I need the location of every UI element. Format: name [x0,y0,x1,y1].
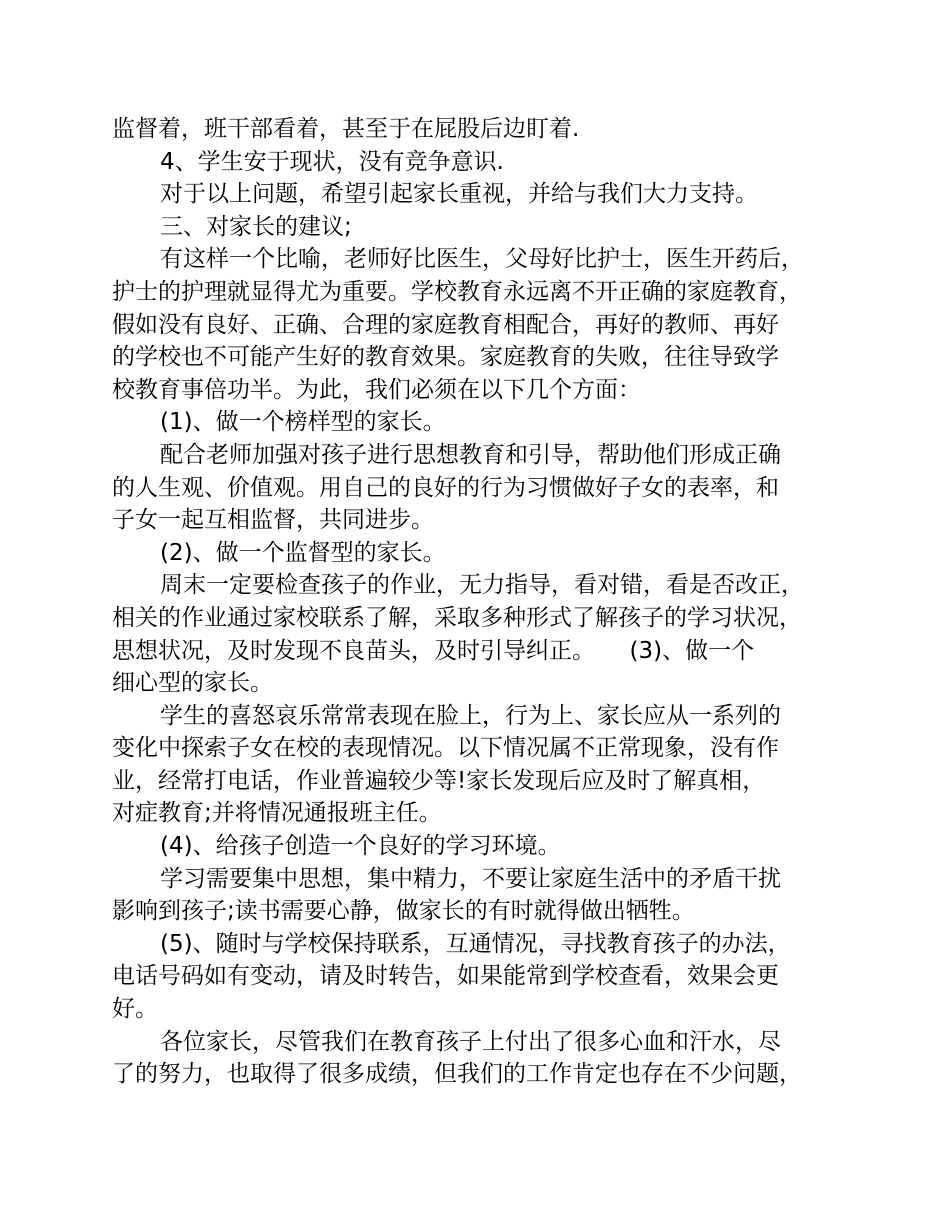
text-line: 电话号码如有变动，请及时转告，如果能常到学校查看，效果会更 [112,963,779,990]
text-line: 监督着，班干部看着，甚至于在屁股后边盯着. [112,116,580,142]
text-line: 三、对家长的建议; [160,213,352,240]
text-line: 好。 [112,996,158,1023]
text-line: (2)、做一个监督型的家长。 [160,539,446,566]
text-line: 有这样一个比喻，老师好比医生，父母好比护士，医生开药后， [160,246,804,273]
text-line: 周末一定要检查孩子的作业，无力指导，看对错，看是否改正， [160,572,804,599]
text-line: 的人生观、价值观。用自己的良好的行为习惯做好子女的表率，和 [112,474,779,501]
text-line: 对于以上问题，希望引起家长重视，并给与我们大力支持。 [160,181,758,208]
text-line: 学生的喜怒哀乐常常表现在脸上，行为上、家长应从一系列的 [160,702,781,729]
text-line: (4)、给孩子创造一个良好的学习环境。 [160,833,561,860]
text-line: (5)、随时与学校保持联系，互通情况，寻找教育孩子的办法， [160,930,791,957]
text-line: 影响到孩子;读书需要心静，做家长的有时就得做出牺牲。 [112,898,695,925]
text-line: 学习需要集中思想，集中精力，不要让家庭生活中的矛盾干扰 [160,865,781,892]
text-line: 假如没有良好、正确、合理的家庭教育相配合，再好的教师、再好 [112,311,779,338]
text-line: 相关的作业通过家校联系了解，采取多种形式了解孩子的学习状况， [112,604,802,631]
text-line: 细心型的家长。 [112,670,273,697]
text-line: 了的努力，也取得了很多成绩，但我们的工作肯定也存在不少问题， [112,1061,802,1088]
text-line: 子女一起互相监督，共同进步。 [112,507,434,534]
text-line: 各位家长，尽管我们在教育孩子上付出了很多心血和汗水，尽 [160,1028,781,1055]
text-line: 变化中探索子女在校的表现情况。以下情况属不正常现象，没有作 [112,735,779,762]
text-line: (1)、做一个榜样型的家长。 [160,409,446,436]
document-body [112,113,857,1091]
text-line: 校教育事倍功半。为此，我们必须在以下几个方面： [112,376,641,403]
text-line: 对症教育;并将情况通报班主任。 [112,800,442,827]
text-line: 4、学生安于现状，没有竞争意识. [160,148,504,175]
text-line: 业，经常打电话，作业普遍较少等!家长发现后应及时了解真相， [112,767,766,794]
text-line: 护士的护理就显得尤为重要。学校教育永远离不开正确的家庭教育， [112,278,802,305]
text-line: 配合老师加强对孩子进行思想教育和引导，帮助他们形成正确 [160,441,781,468]
text-line: 思想状况，及时发现不良苗头，及时引导纠正。 (3)、做一个 [112,637,755,664]
text-line: 的学校也不可能产生好的教育效果。家庭教育的失败，往往导致学 [112,344,779,371]
